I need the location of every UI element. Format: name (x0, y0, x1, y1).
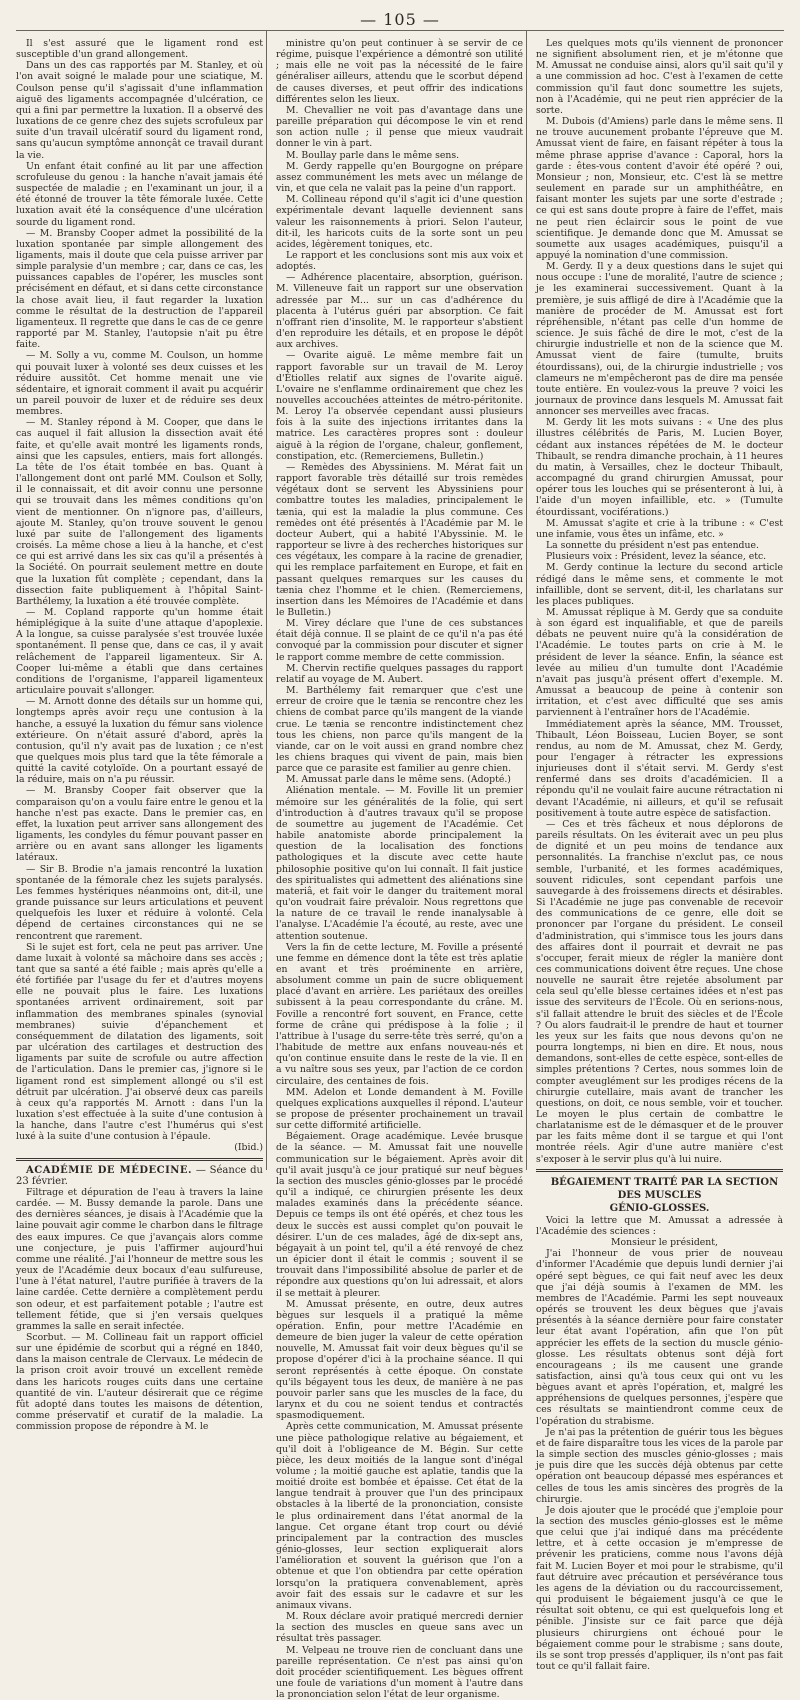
letter-salutation: Monsieur le président, (536, 1237, 783, 1248)
paragraph: Je n'ai pas la prétention de guérir tous les bègues et de faire disparaître tous les vices de la parole par la simple section des muscles génio-glosses ; mais je puis dire que les succès déjà obtenus par cette opération ont beaucoup dépassé mes espérances et celles de tous les amis sincères des progrès de la chirurgie. (536, 1427, 783, 1505)
paragraph: Si le sujet est fort, cela ne peut pas arriver. Une dame luxait à volonté sa mâchoire dans ses accès ; tant que sa santé a été faible ; mais après qu'elle a été fortifiée par l'usage du fer et d'autres moyens elle ne pouvait plus le faire. Les luxations spontanées arrivent ordinairement, soit par inflammation des membranes spinales (synovial membranes) suivie d'épanchement et conséquemment de dilatation des ligaments, soit par ulcération des cartilages et destruction des ligaments par suite de scrofule ou autre affection de l'articulation. Dans le premier cas, j'ignore si le ligament rond est simplement allongé ou s'il est détruit par ulcération. J'ai observé deux cas pareils à ceux qu'a rapportés M. Arnott : dans l'un la luxation s'est effectuée à la suite d'une contusion à la hanche, dans l'autre c'est l'humérus qui s'est luxé à la suite d'une contusion à l'épaule. (16, 942, 263, 1143)
paragraph: — Ovarite aiguë. Le même membre fait un rapport favorable sur un travail de M. Leroy d'Étiolles relatif aux signes de l'ovarite aiguë. L'ovaire ne s'enflamme ordinairement que chez les nouvelles accouchées atteintes de métro-péritonite. M. Leroy l'a observée cependant aussi plusieurs fois à la suite des injections irritantes dans la matrice. Les caractères propres sont : douleur aiguë à la région de l'organe, chaleur, gonflement, constipation, etc. (Remerciemens, Bulletin.) (276, 350, 523, 462)
paragraph: MM. Adelon et Londe demandent à M. Foville quelques explications auxquelles il répond. L'auteur se propose de présenter prochainement un travail sur cette difformité artificielle. (276, 1087, 523, 1132)
page-number: — 105 — (0, 10, 800, 29)
paragraph: M. Barthélemy fait remarquer que c'est une erreur de croire que le tænia se rencontre chez les chiens de combat parce qu'ils mangent de la viande crue. Le tænia se rencontre indistinctement chez tous les chiens, non parce qu'ils mangent de la viande, car on le voit aussi en grand nombre chez les chiens braques qui vivent de pain, mais bien parce que ce parasite est familier au genre chien. (276, 685, 523, 774)
header-rule (16, 30, 784, 31)
paragraph: — M. Arnott donne des détails sur un homme qui, longtemps après avoir reçu une contusion à la hanche, a essuyé la luxation du fémur sans violence extérieure. On n'était assuré d'abord, après la contusion, qu'il n'y avait pas de luxation ; ce n'est que quelques mois plus tard que la tête fémorale a quitté la cavité cotyloïde. On a pourtant essayé de la réduire, mais on n'a pu réussir. (16, 696, 263, 785)
paragraph: M. Roux déclare avoir pratiqué mercredi dernier la section des muscles en queue sans avec un résultat très passager. (276, 1611, 523, 1644)
paragraph: — Ces et très fâcheux et nous déplorons de pareils résultats. On les éviterait avec un peu plus de dignité et un peu moins de tendance aux personnalités. La franchise n'exclut pas, ce nous semble, l'urbanité, et les formes académiques, souvent ridicules, sont cependant parfois une sauvegarde à des froissemens directs et désirables. Si l'Académie ne juge pas convenable de recevoir des communications de ce genre, elle doit se prononcer par l'organe du président. Le conseil d'administration, qui s'immisce tous les jours dans des affaires dont il pourrait et devrait ne pas s'occuper, ferait mieux de régler la manière dont ces communications doivent être reçues. Une chose nouvelle ne saurait être rejetée absolument par cela seul qu'elle blesse certaines idées et n'est pas issue des serviteurs de l'École. Où en serions-nous, s'il fallait attendre le bruit des siècles et de l'École ? Ou alors faudrait-il le prendre de haut et tourner les yeux sur les faits que nous devons qu'on ne pourra longtemps, ni bien en dire. Et nous, nous demandons, sont-elles de cette espèce, sont-elles de simples prétentions ? Certes, nous sommes loin de compter aveuglément sur les prodiges récens de la chirurgie cutellaire, mais avant de trancher les questions, on doit, ce nous semble, voir et toucher. Le moyen le plus certain de combattre le charlatanisme est de le démasquer et de le prouver par les faits même dont il se targue et qui l'ont montrée réels. Agir d'une autre manière c'est s'exposer à le servir plus qu'à lui nuire. (536, 819, 783, 1165)
paragraph: M. Dubois (d'Amiens) parle dans le même sens. Il ne trouve aucunement probante l'épreuve que M. Amussat vient de faire, en faisant répéter à tous la même phrase apprise d'avance : Caporal, hors la garde : êtes-vous content d'avoir été opéré ? oui, Monsieur ; non, Monsieur, etc. C'est là se mettre seulement en parade sur un amphithéâtre, en faisant monter les sujets par une sorte d'estrade ; ce qui est sans doute propre à faire de l'effet, mais ne peut rien éclaircir sous le point de vue scientifique. Je demande donc que M. Amussat se soumette aux usages académiques, puisqu'il a appuyé la nomination d'une commission. (536, 116, 783, 261)
paragraph: ministre qu'on peut continuer à se servir de ce régime, puisque l'expérience a démontré son utilité ; mais elle ne voit pas la nécessité de le faire généraliser ailleurs, attendu que le scorbut dépend de causes diverses, et peut offrir des indications différentes selon les lieux. (276, 38, 523, 105)
paragraph: M. Velpeau ne trouve rien de concluant dans une pareille représentation. Ce n'est pas ainsi qu'on doit procéder scientifiquement. Les bègues offrent une foule de variations d'un moment à l'autre dans la prononciation selon l'état de leur organisme. (276, 1645, 523, 1700)
paragraph: Plusieurs voix : Président, levez la séance, etc. (536, 551, 783, 562)
paragraph: M. Gerdy rappelle qu'en Bourgogne on prépare assez communément les mets avec un mélange de vin, et que cela ne valait pas la peine d'un rapport. (276, 161, 523, 194)
separator (536, 1169, 783, 1170)
paragraph: Aliénation mentale. — M. Foville lit un premier mémoire sur les généralités de la folie, qui sert d'introduction à d'autres travaux qu'il se propose de soumettre au jugement de l'Académie. Cet habile anatomiste aborde principalement la question de la localisation des fonctions pathologiques et la discute avec cette haute philosophie positive qu'on lui connaît. Il fait justice des spiritualistes qui admettent des aliénations sine materiâ, et fait voir le danger du traitement moral qu'on voudrait faire prévaloir. Nous regrettons que la nature de ce travail le rende inanalysable à l'analyse. L'Académie l'a écouté, au reste, avec une attention soutenue. (276, 785, 523, 941)
col1-after (16, 1187, 263, 1432)
paragraph: — M. Bransby Cooper admet la possibilité de la luxation spontanée par simple allongement des ligaments, mais il doute que cela puisse arriver par simple paralysie d'un membre ; car, dans ce cas, les puissances capables de l'opérer, les muscles sont précisément en défaut, et si dans cette circonstance la chose avait lieu, il faut regarder la luxation comme le résultat de la destruction de l'appareil ligamenteux. Il regrette que dans le cas de ce genre rapporté par M. Stanley, l'autopsie n'ait pu être faite. (16, 228, 263, 351)
paragraph: — M. Bransby Cooper fait observer que la comparaison qu'on a voulu faire entre le genou et la hanche n'est pas exacte. Dans le premier cas, en effet, la luxation peut arriver sans allongement des ligaments, les condyles du fémur pouvant passer en arrière ou en avant sans allonger les ligaments latéraux. (16, 785, 263, 863)
paragraph: M. Virey déclare que l'une de ces substances était déjà connue. Il se plaint de ce qu'il n'a pas été convoqué par la commission pour discuter et signer le rapport comme membre de cette commission. (276, 618, 523, 663)
column-rule-1 (266, 30, 267, 1170)
section-title (536, 1176, 783, 1215)
section-title-line-1: BÉGAIEMENT TRAITÉ PAR LA SECTION DES MUSCLES (551, 1177, 779, 1201)
col3-after (536, 1248, 783, 1672)
paragraph: Après cette communication, M. Amussat présente une pièce pathologique relative au bégaiement, et qu'il doit à l'obligeance de M. Bégin. Sur cette pièce, les deux moitiés de la langue sont d'inégal volume ; la moitié gauche est aplatie, tandis que la moitié droite est bombée et épaisse. Cet état de la langue tendrait à prouver que l'un des principaux obstacles à la liberté de la prononciation, consiste le plus ordinairement dans l'état anormal de la langue. Cet organe étant trop court ou dévié principalement par la contraction des muscles génio-glosses, leur section expliquerait alors l'amélioration et souvent la guérison que l'on a obtenue et que l'on obtiendra par cette opération lorsqu'on la pratiquera convenablement, après avoir fait des essais sur le cadavre et sur les animaux vivans. (276, 1421, 523, 1611)
paragraph: — M. Solly a vu, comme M. Coulson, un homme qui pouvait luxer à volonté ses deux cuisses et les réduire aussitôt. Cet homme menait une vie sédentaire, et ignorait comment il avait pu acquérir un pareil pouvoir de luxer et de réduire ses deux membres. (16, 350, 263, 417)
section-title-line-2: GÉNIO-GLOSSES. (610, 1203, 710, 1214)
paragraph: Bégaiement. Orage académique. Levée brusque de la séance. — M. Amussat fait une nouvelle communication sur le bégaiement. Après avoir dit qu'il avait jusqu'à ce jour pratiqué sur neuf bègues la section des muscles génio-glosses par le procédé qu'il a indiqué, ce chirurgien présente les deux malades examinés dans la précédente séance. Depuis ce temps ils ont été opérés, et chez tous les deux le succès est aussi complet qu'on pouvait le désirer. L'un de ces malades, âgé de dix-sept ans, bégayait à un point tel, qu'il a été renvoyé de chez un épicier dont il était le commis ; souvent il se trouvait dans l'impossibilité absolue de parler et de répondre aux questions qu'on lui adressait, et alors il se mettait à pleurer. (276, 1131, 523, 1298)
col2-body (276, 38, 523, 1700)
paragraph: M. Boullay parle dans le même sens. (276, 150, 523, 161)
paragraph: M. Amussat présente, en outre, deux autres bègues sur lesquels il a pratiqué la même opération. Enfin, pour mettre l'Académie en demeure de bien juger la valeur de cette opération nouvelle, M. Amussat fait voir deux bègues qu'il se propose d'opérer d'ici à la prochaine séance. Il qui seront représentés à cette époque. On constate qu'ils bégayent tous les deux, de manière à ne pas pouvoir parler sans que les muscles de la face, du larynx et du cou ne soient tendus et contractés spasmodiquement. (276, 1299, 523, 1422)
paragraph: La sonnette du président n'est pas entendue. (536, 540, 783, 551)
paragraph: Je dois ajouter que le procédé que j'emploie pour la section des muscles génio-glosses est le même que celui que j'ai indiqué dans ma précédente lettre, et à cette occasion je m'empresse de prévenir les praticiens, comme nous l'avons déjà fait M. Lucien Boyer et moi pour le strabisme, qu'il faut détruire avec précaution et persévérance tous les agens de la déviation ou du raccourcissement, qui produisent le bégaiement jusqu'à ce que le résultat soit obtenu, ce qui est quelquefois long et pénible. J'insiste sur ce fait parce que déjà plusieurs chirurgiens ont échoué pour le bégaiement comme pour le strabisme ; sans doute, ils se sont trop pressés d'appliquer, ils n'ont pas fait tout ce qu'il fallait faire. (536, 1505, 783, 1672)
paragraph: Immédiatement après la séance, MM. Trousset, Thibault, Léon Boisseau, Lucien Boyer, se sont rendus, au nom de M. Amussat, chez M. Gerdy, pour l'engager à rétracter les expressions injurieuses dont il s'était servi. M. Gerdy s'est renfermé dans ses droits d'académicien. Il a répondu qu'il ne voulait faire aucune rétractation ni devant l'Académie, ni ailleurs, et qu'il se refusait positivement à toute autre espèce de satisfaction. (536, 719, 783, 819)
col3-body (536, 38, 783, 1165)
paragraph: — Remèdes des Abyssiniens. M. Mérat fait un rapport favorable très détaillé sur trois remèdes végétaux dont se servent les Abyssiniens pour combattre toutes les maladies, principalement le tænia, qui est la maladie la plus commune. Ces remèdes ont été présentés à l'Académie par M. le docteur Aubert, qui a habité l'Abyssinie. M. le rapporteur se livre à des recherches historiques sur ces végétaux, les compare à la racine de grenadier, qui les remplace parfaitement en Europe, et fait en passant quelques remarques sur les causes du tænia chez l'homme et le chien. (Remerciemens, insertion dans les Mémoires de l'Académie et dans le Bulletin.) (276, 462, 523, 618)
col1-body (16, 38, 263, 1142)
paragraph: J'ai l'honneur de vous prier de nouveau d'informer l'Académie que depuis lundi dernier j'ai opéré sept bègues, ce qui fait neuf avec les deux que j'ai déjà soumis à l'examen de MM. les membres de l'Académie. Parmi les sept nouveaux opérés se trouvent les deux bègues que j'avais présentés à la séance dernière pour faire constater leur état avant l'opération, afin que l'on pût apprécier les effets de la section du muscle génio-glosse. Les résultats obtenus sont déjà fort encourageans ; ils me causent une grande satisfaction, ainsi qu'à tous ceux qui ont vu les bègues avant et après l'opération, et, malgré les appréhensions de quelques personnes, j'espère que ces résultats se maintiendront comme ceux de l'opération du strabisme. (536, 1248, 783, 1427)
paragraph: M. Gerdy lit les mots suivans : « Une des plus illustres célébrités de Paris, M. Lucien Boyer, cédant aux instances répétées de M. le docteur Thibault, se rendra dimanche prochain, à 11 heures du matin, à Versailles, chez le docteur Thibault, accompagné du grand chirurgien Amussat, pour opérer tous les louches qui se présenteront à lui, à l'aide d'un moyen infaillible, etc. » (Tumulte étourdissant, vociférations.) (536, 417, 783, 517)
paragraph: M. Amussat s'agite et crie à la tribune : « C'est une infamie, vous êtes un infâme, etc. » (536, 518, 783, 540)
paragraph: — Sir B. Brodie n'a jamais rencontré la luxation spontanée de la fémorale chez les sujets paralysés. Les femmes hystériques néanmoins ont, dit-il, une grande puissance sur leurs articulations et peuvent quelquefois les luxer et réduire à volonté. Cela dépend de certaines circonstances qui ne se rencontrent que rarement. (16, 864, 263, 942)
paragraph: — M. Copland rapporte qu'un homme était hémiplégique à la suite d'une attaque d'apoplexie. A la longue, sa cuisse paralysée s'est trouvée luxée spontanément. Il pense que, dans ce cas, il y avait relâchement de l'appareil ligamenteux. Sir A. Cooper lui-même a établi que dans certaines conditions de l'organisme, l'appareil ligamenteux articulaire pouvait s'allonger. (16, 607, 263, 696)
column-3 (536, 38, 783, 1170)
column-rule-2 (526, 30, 527, 1170)
paragraph: — Adhérence placentaire, absorption, guérison. M. Villeneuve fait un rapport sur une observation adressée par M... sur un cas d'adhérence du placenta à l'utérus guéri par absorption. Ce fait n'offrant rien d'insolite, M. le rapporteur s'abstient d'en reproduire les détails, et en propose le dépôt aux archives. (276, 272, 523, 350)
paragraph: Il s'est assuré que le ligament rond est susceptible d'un grand allongement. (16, 38, 263, 60)
paragraph: Vers la fin de cette lecture, M. Foville a présenté une femme en démence dont la tête est très aplatie en avant et très proéminente en arrière, absolument comme un pain de sucre obliquement placé d'avant en arrière. Les pariétaux des oreilles subissent à la peau correspondante du crâne. M. Foville a rencontré fort souvent, en France, cette forme de crâne qui prédispose à la folie ; il l'attribue à l'usage du serre-tête très serré, qu'on a l'habitude de mettre aux enfans nouveau-nés et qu'on continue ensuite dans le reste de la vie. Il en a vu naître sous ses yeux, par l'action de ce cordon circulaire, des centaines de fois. (276, 942, 523, 1087)
column-1 (16, 38, 263, 1170)
paragraph: M. Chervin rectifie quelques passages du rapport relatif au voyage de M. Aubert. (276, 663, 523, 685)
session-heading (16, 1165, 263, 1187)
paragraph: M. Chevallier ne voit pas d'avantage dans une pareille préparation qui décompose le vin et rend son action nulle ; il pense que mieux vaudrait donner le vin à part. (276, 105, 523, 150)
separator (16, 1158, 263, 1159)
column-2 (276, 38, 523, 1170)
separator (536, 1171, 783, 1172)
paragraph: M. Gerdy continue la lecture du second article rédigé dans le même sens, et commente le mot infaillible, dont se servent, dit-il, les charlatans sur les places publiques. (536, 562, 783, 607)
paragraph: Scorbut. — M. Collineau fait un rapport officiel sur une épidémie de scorbut qui a régné en 1840, dans la maison centrale de Clervaux. Le médecin de la prison croit avoir trouvé un excellent remède dans les haricots rouges cuits dans une certaine quantité de vin. L'auteur désirerait que ce régime fût adopté dans toutes les maisons de détention, comme préservatif et curatif de la maladie. La commission propose de répondre à M. le (16, 1332, 263, 1432)
session-date: — Séance du 23 février. (16, 1165, 263, 1187)
paragraph: M. Collineau répond qu'il s'agit ici d'une question expérimentale devant laquelle deviennent sans valeur les raisonnements à priori. Selon l'auteur, dit-il, les haricots cuits de la sorte sont un peu acides, légèrement toniques, etc. (276, 194, 523, 250)
ibid-note: (Ibid.) (16, 1142, 263, 1153)
separator (16, 1160, 263, 1161)
paragraph: M. Amussat réplique à M. Gerdy que sa conduite à son égard est inqualifiable, et que de pareils débats ne peuvent nuire qu'à la considération de l'Académie. Le toutes parts on crie à M. le président de lever la séance. Enfin, la séance est levée au milieu d'un tumulte dont l'Académie n'avait pas jusqu'à présent offert d'exemple. M. Amussat a beaucoup de peine à contenir son irritation, et c'est avec difficulté que ses amis parviennent à l'entraîner hors de l'Académie. (536, 607, 783, 719)
paragraph: M. Gerdy. Il y a deux questions dans le sujet qui nous occupe : l'une de moralité, l'autre de science ; je les examinerai successivement. Quant à la première, je suis affligé de dire à l'Académie que la manière de procéder de M. Amussat est fort répréhensible, n'étant pas celle d'un homme de science. Je suis fâché de dire le mot, c'est de la chirurgie industrielle et non de la science que M. Amussat vient de faire (tumulte, bruits étourdissans), oui, de la chirurgie industrielle ; vos clameurs ne m'empêcheront pas de dire ma pensée toute entière. En voulez-vous la preuve ? voici les journaux de province dans lesquels M. Amussat fait annoncer ses merveilles avec fracas. (536, 261, 783, 417)
paragraph: Dans un des cas rapportés par M. Stanley, et où l'on avait soigné le malade pour une sciatique, M. Coulson pense qu'il s'agissait d'une inflammation aiguë des ligaments accompagnée d'ulcération, ce qui a fini par permettre la luxation. Il a observé des luxations de ce genre chez des sujets scrofuleux par suite d'un travail ulcératif sourd du ligament rond, sans qu'aucun symptôme annonçât ce travail durant la vie. (16, 60, 263, 160)
session-title: ACADÉMIE DE MÉDECINE. (26, 1165, 192, 1176)
paragraph: Un enfant était confiné au lit par une affection scrofuleuse du genou : la hanche n'avait jamais été suspectée de maladie ; en l'examinant un jour, il a été étonné de trouver la tête fémorale luxée. Cette luxation avait été la conséquence d'une ulcération sourde du ligament rond. (16, 161, 263, 228)
paragraph: Les quelques mots qu'ils viennent de prononcer ne signifient absolument rien, et je m'étonne que M. Amussat ne conduise ainsi, alors qu'il sait qu'il y a une commission ad hoc. C'est à l'examen de cette commission qu'il faut donc soumettre les sujets, non à l'Académie, qui ne peut rien apprécier de la sorte. (536, 38, 783, 116)
paragraph: M. Amussat parle dans le même sens. (Adopté.) (276, 774, 523, 785)
paragraph: Le rapport et les conclusions sont mis aux voix et adoptés. (276, 250, 523, 272)
paragraph: — M. Stanley répond à M. Cooper, que dans le cas auquel il fait allusion la dissection avait été faite, et qu'elle avait montré les ligaments ronds, ainsi que les capsules, entiers, mais fort allongés. La tête de l'os était tombée en bas. Quant à l'allongement dont ont parlé MM. Coulson et Solly, il le connaissait, et dit avoir connu une personne qui se trouvait dans les mêmes conditions qu'on vient de mentionner. On n'ignore pas, d'ailleurs, ajoute M. Stanley, qu'on trouve souvent le genou luxé par suite de l'allongement des ligaments croisés. La même chose a lieu à la hanche, et c'est ce qui est arrivé dans les six cas qu'il a présentés à la Société. On pourrait seulement mettre en doute que la luxation fût complète ; cependant, dans la dissection faite publiquement à l'hôpital Saint-Barthélemy, la luxation a été trouvée complète. (16, 417, 263, 607)
letter-intro: Voici la lettre que M. Amussat a adressée à l'Académie des sciences : (536, 1215, 783, 1237)
paragraph: Filtrage et dépuration de l'eau à travers la laine cardée. — M. Bussy demande la parole. Dans une des dernières séances, je disais à l'Académie que la laine pouvait agir comme le charbon dans le filtrage des eaux impures. Ce que j'avançais alors comme une conjecture, je puis l'affirmer aujourd'hui comme une réalité. J'ai l'honneur de mettre sous les yeux de l'Académie deux bocaux d'eau sulfureuse, l'une à l'état naturel, l'autre purifiée à travers de la laine cardée. Cette dernière a complètement perdu son odeur, et est parfaitement potable ; l'autre est tellement fétide, que si j'en versais quelques grammes la salle en serait infectée. (16, 1187, 263, 1332)
